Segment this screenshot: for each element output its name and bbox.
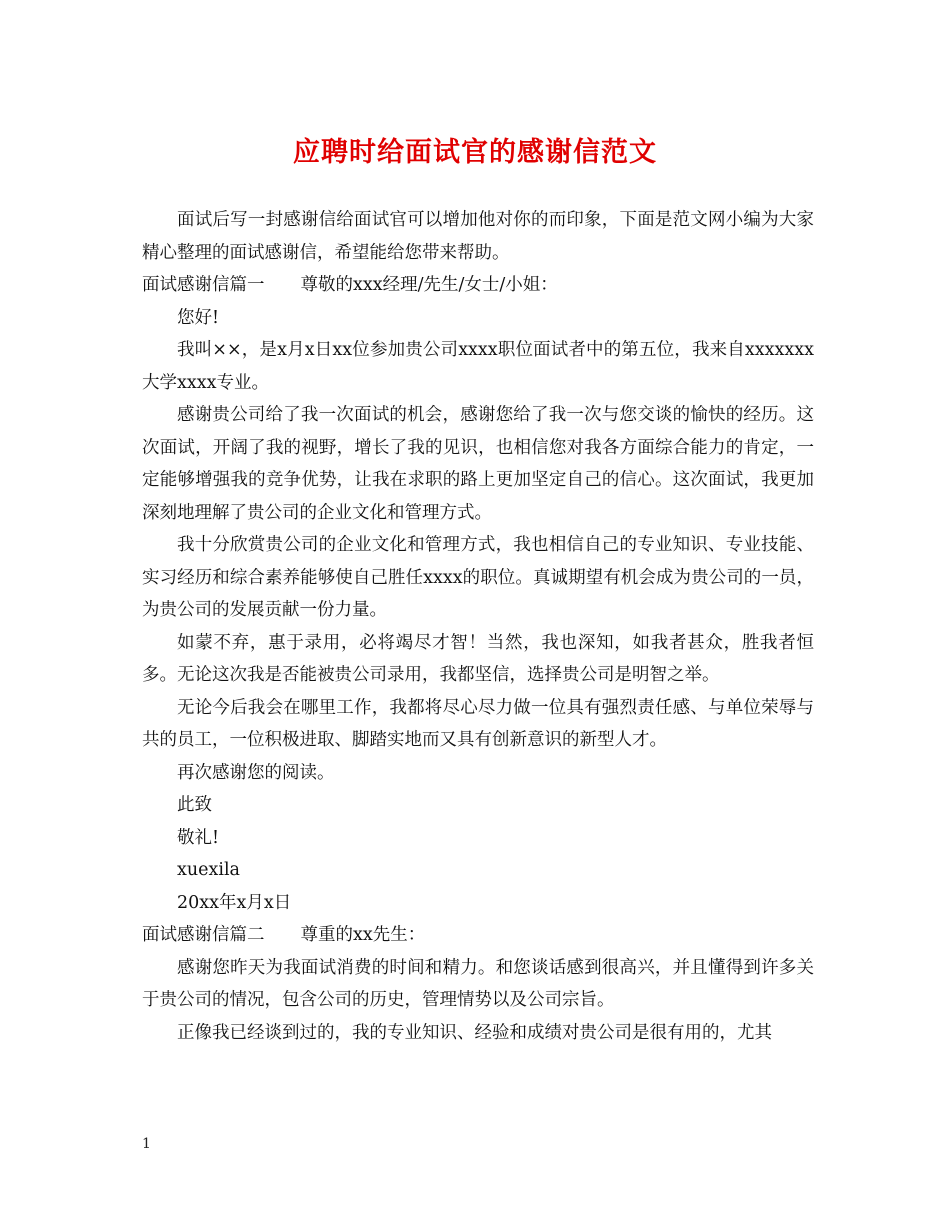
letter2-salutation: 尊重的xx先生： bbox=[300, 925, 426, 945]
letter1-paragraph: 我十分欣赏贵公司的企业文化和管理方式，我也相信自己的专业知识、专业技能、实习经历和综合素养能够使自己胜任xxxx的职位。真诚期望有机会成为贵公司的一员，为贵公司的发展贡献一份力量。 bbox=[142, 535, 814, 620]
letter1-paragraph: 感谢贵公司给了我一次面试的机会，感谢您给了我一次与您交谈的愉快的经历。这次面试，开阔了我的视野，增长了我的见识，也相信您对我各方面综合能力的肯定，一定能够增强我的竞争优势，让我在求职的路上更加坚定自己的信心。这次面试，我更加深刻地理解了贵公司的企业文化和管理方式。 bbox=[142, 405, 814, 523]
intro-paragraph: 面试后写一封感谢信给面试官可以增加他对你的而印象，下面是范文网小编为大家精心整理的面试感谢信，希望能给您带来帮助。 bbox=[142, 210, 814, 263]
letter2-heading: 面试感谢信篇二 bbox=[142, 925, 265, 945]
letter2-paragraph: 感谢您昨天为我面试消费的时间和精力。和您谈话感到很高兴，并且懂得到许多关于贵公司的情况，包含公司的历史，管理情势以及公司宗旨。 bbox=[142, 957, 814, 1010]
letter1-heading: 面试感谢信篇一 bbox=[142, 275, 265, 295]
letter1-paragraph: 如蒙不弃，惠于录用，必将竭尽才智！当然，我也深知，如我者甚众，胜我者恒多。无论这次我是否能被贵公司录用，我都坚信，选择贵公司是明智之举。 bbox=[142, 632, 814, 685]
letter2-heading-line bbox=[142, 919, 814, 952]
letter1-paragraph: 我叫××，是x月x日xx位参加贵公司xxxx职位面试者中的第五位，我来自xxxxxxx大学xxxx专业。 bbox=[142, 340, 814, 393]
letter1-heading-line bbox=[142, 269, 814, 302]
letter1-date: 20xx年x月x日 bbox=[177, 892, 292, 913]
letter1-closing-1: 此致 bbox=[177, 795, 212, 815]
page-number: 1 bbox=[142, 1136, 151, 1152]
letter1-greeting: 您好! bbox=[177, 307, 220, 328]
letter1-closing-2: 敬礼! bbox=[177, 827, 220, 848]
document-body bbox=[142, 204, 814, 1049]
letter2-paragraph: 正像我已经谈到过的，我的专业知识、经验和成绩对贵公司是很有用的，尤其 bbox=[177, 1022, 772, 1043]
letter1-salutation: 尊敬的xxx经理/先生/女士/小姐： bbox=[300, 275, 558, 295]
letter1-paragraph: 无论今后我会在哪里工作，我都将尽心尽力做一位具有强烈责任感、与单位荣辱与共的员工，一位积极进取、脚踏实地而又具有创新意识的新型人才。 bbox=[142, 697, 814, 750]
letter1-paragraph: 再次感谢您的阅读。 bbox=[177, 762, 335, 783]
letter1-signature: xuexila bbox=[177, 860, 240, 880]
page-title: 应聘时给面试官的感谢信范文 bbox=[293, 137, 657, 168]
